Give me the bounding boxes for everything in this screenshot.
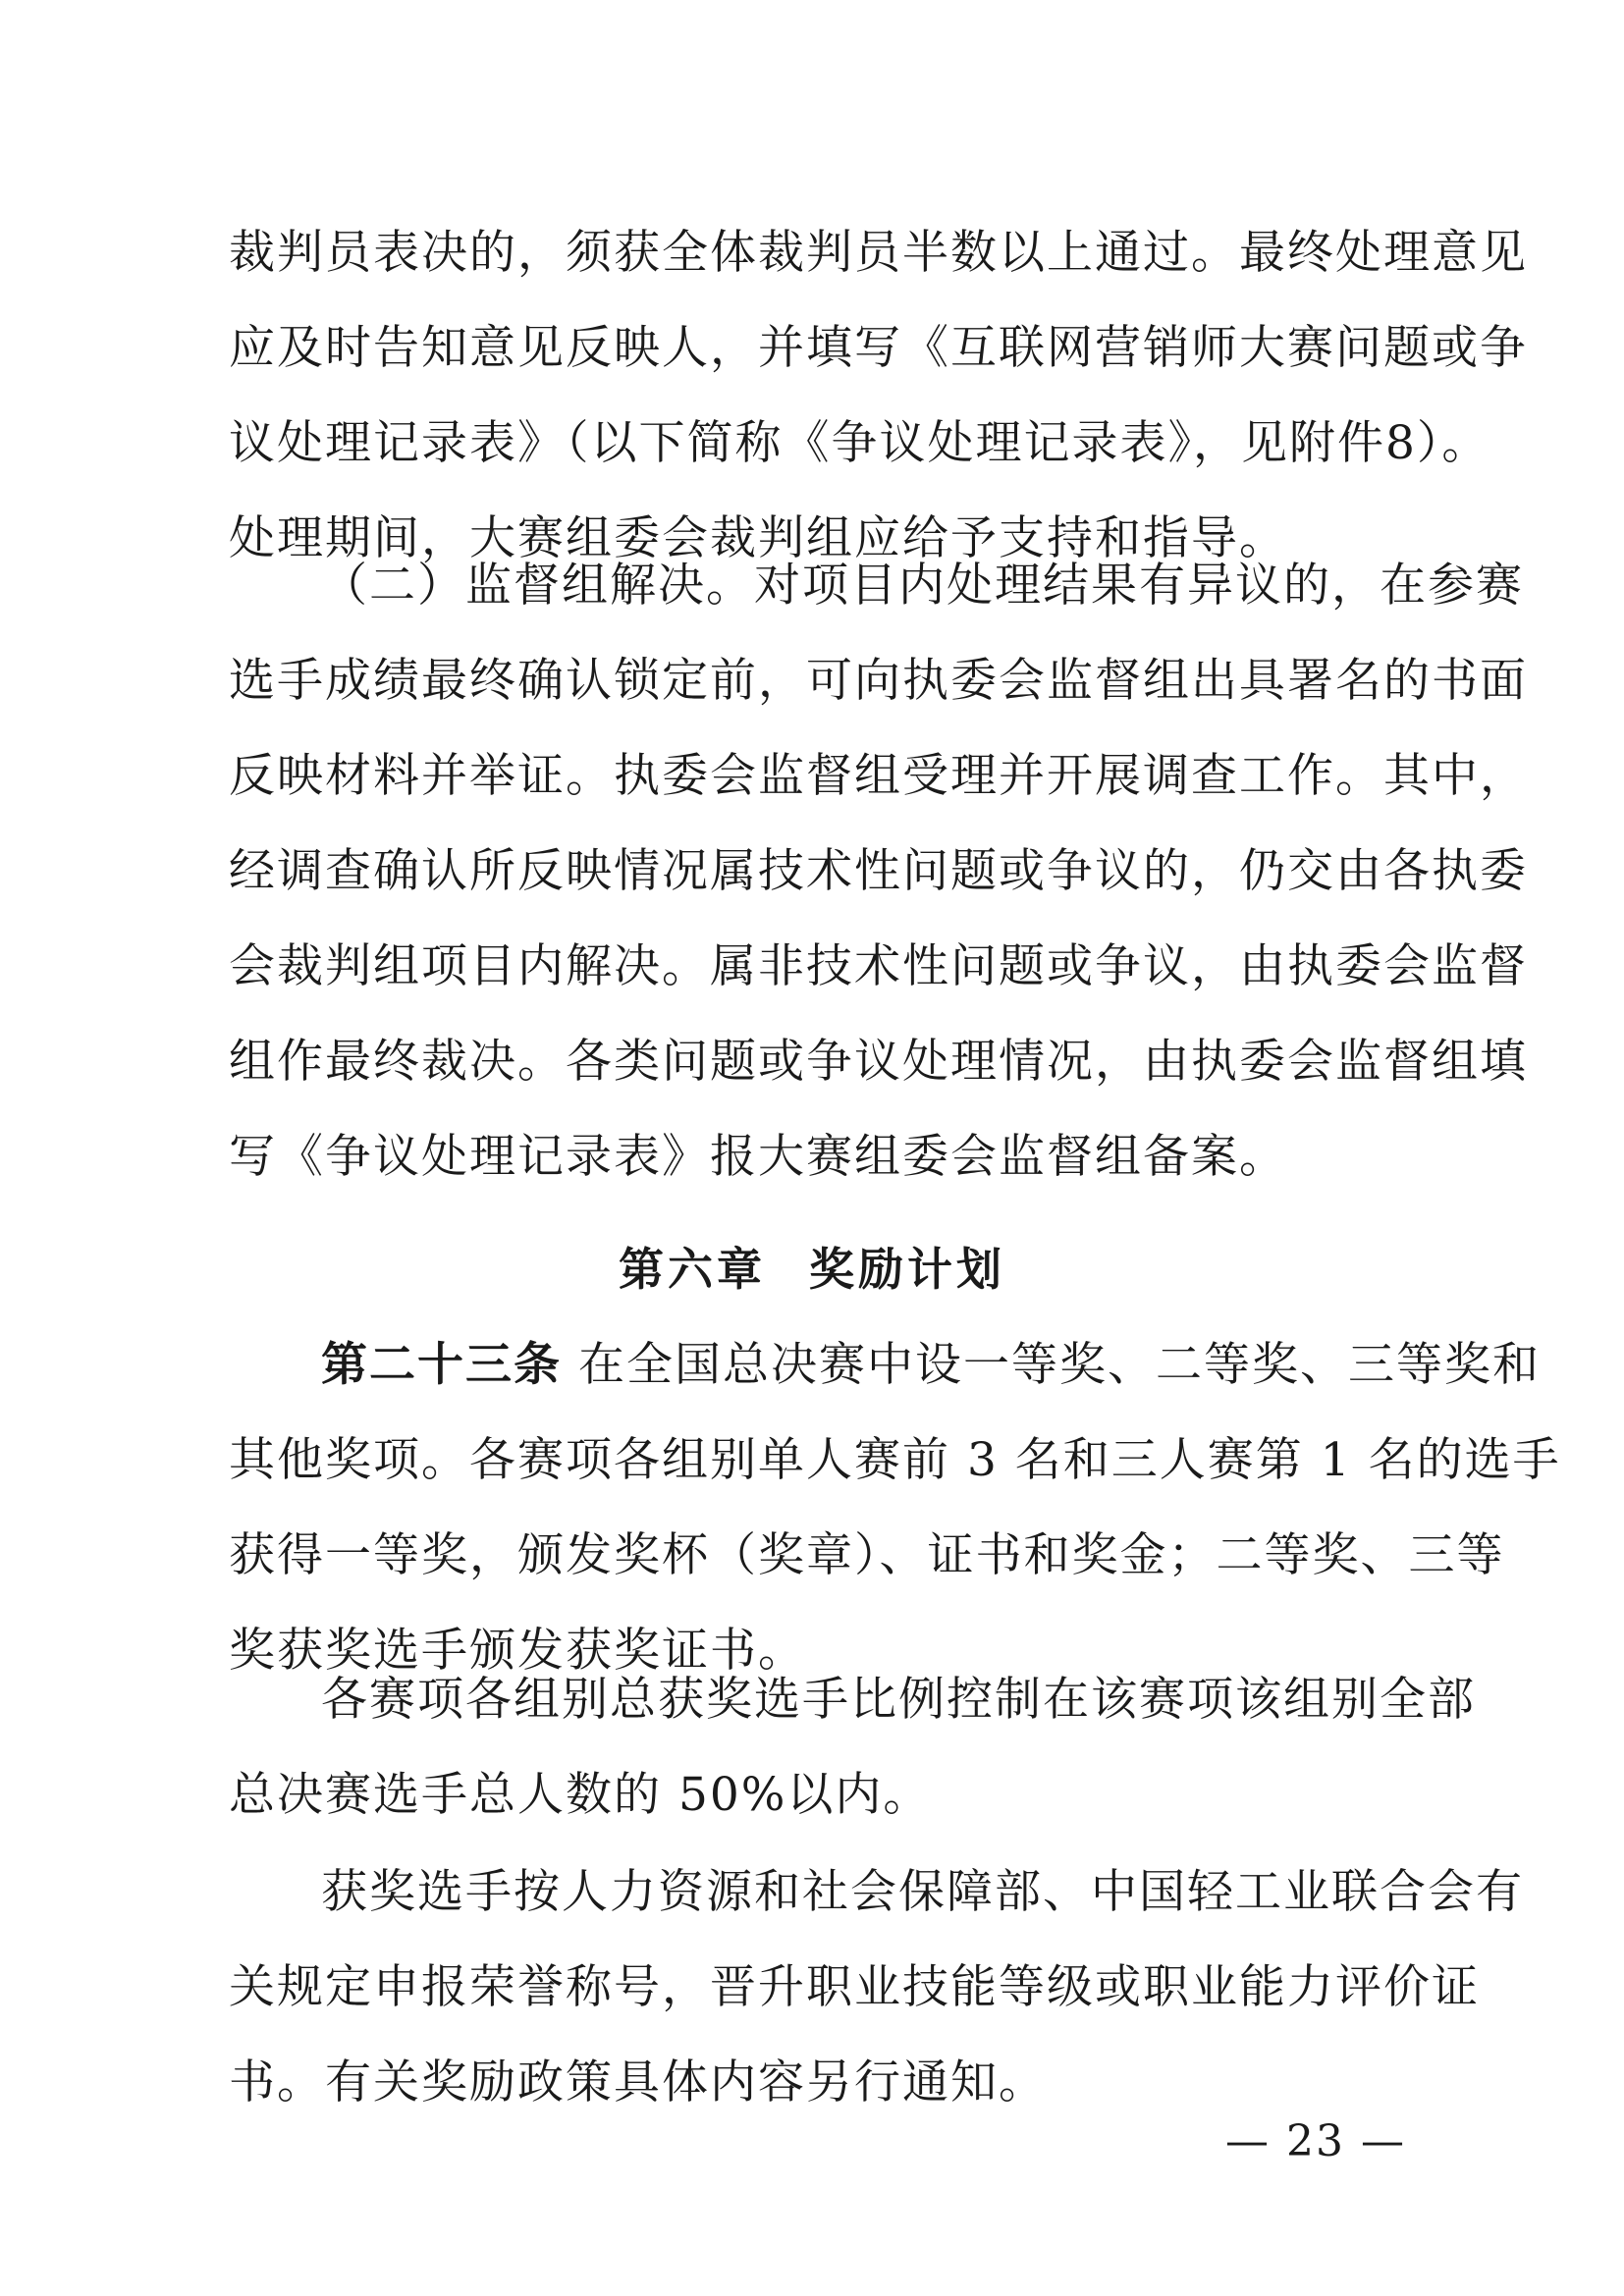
paragraph-award-ratio	[229, 1652, 1476, 1842]
text-line: 经调查确认所反映情况属技术性问题或争议的，仍交由各执委	[229, 844, 1528, 898]
text-line: 选手成绩最终确认锁定前，可向执委会监督组出具署名的书面	[229, 654, 1528, 708]
article-first-line: 在全国总决赛中设一等奖、二等奖、三等奖和	[562, 1338, 1541, 1392]
chapter-number: 第六章	[619, 1243, 766, 1296]
paragraph-honors	[229, 1844, 1524, 2130]
text-line: 各赛项各组别总获奖选手比例控制在该赛项该组别全部	[321, 1673, 1476, 1727]
text-line: 会裁判组项目内解决。属非技术性问题或争议，由执委会监督	[229, 939, 1528, 993]
text-line: 反映材料并举证。执委会监督组受理并开展调查工作。其中，	[229, 749, 1528, 803]
text-line: 获得一等奖，颁发奖杯（奖章）、证书和奖金；二等奖、三等	[229, 1528, 1505, 1582]
text-line: 关规定申报荣誉称号，晋升职业技能等级或职业能力评价证	[229, 1960, 1480, 2014]
page-number: — 23 —	[1225, 2116, 1406, 2166]
text-line: 书。有关奖励政策具体内容另行通知。	[229, 2056, 1047, 2109]
text-line: （二）监督组解决。对项目内处理结果有异议的，在参赛	[321, 559, 1524, 613]
text-line: 其他奖项。各赛项各组别单人赛前 3 名和三人赛第 1 名的选手	[229, 1433, 1561, 1487]
article-23	[229, 1317, 1561, 1698]
text-line	[229, 1317, 1541, 1413]
text-line: 写《争议处理记录表》报大赛组委会监督组备案。	[229, 1130, 1287, 1184]
article-number: 第二十三条	[321, 1338, 562, 1392]
chapter-heading	[0, 1230, 1624, 1308]
text-line: 议处理记录表》（以下简称《争议处理记录表》，见附件8）。	[229, 416, 1490, 470]
text-line: 奖获奖选手颁发获奖证书。	[229, 1624, 806, 1678]
text-line: 处理期间，大赛组委会裁判组应给予支持和指导。	[229, 511, 1287, 565]
text-line: 裁判员表决的，须获全体裁判员半数以上通过。最终处理意见	[229, 226, 1528, 280]
paragraph-supervision-group	[229, 538, 1528, 1204]
text-line: 获奖选手按人力资源和社会保障部、中国轻工业联合会有	[321, 1865, 1524, 1919]
chapter-title: 奖励计划	[809, 1243, 1005, 1296]
text-line: 组作最终裁决。各类问题或争议处理情况，由执委会监督组填	[229, 1035, 1528, 1089]
text-line: 应及时告知意见反映人，并填写《互联网营销师大赛问题或争	[229, 321, 1528, 375]
text-line: 总决赛选手总人数的 50%以内。	[229, 1768, 932, 1822]
